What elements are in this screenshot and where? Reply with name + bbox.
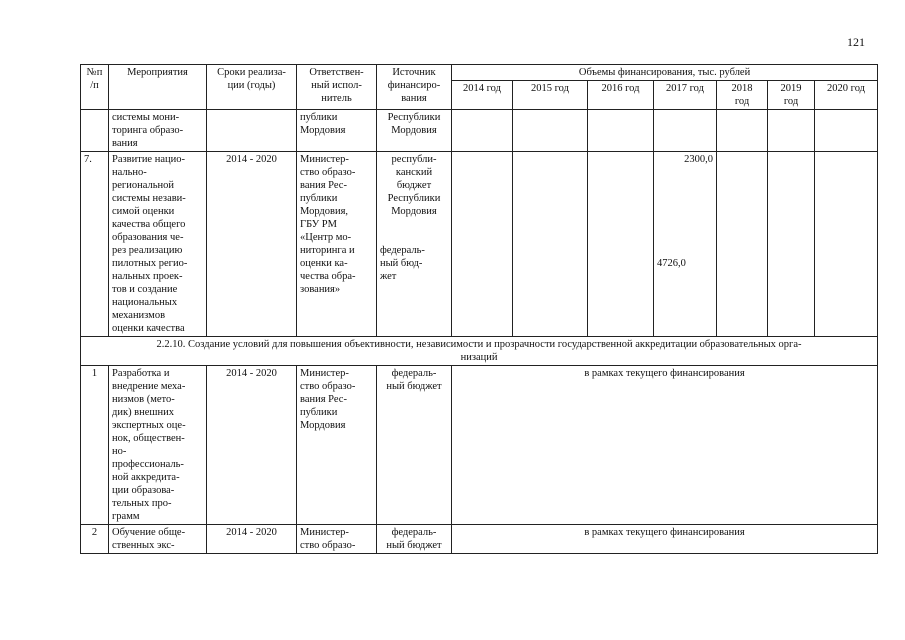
cell-2017 bbox=[654, 152, 717, 337]
section-title: 2.2.10. Создание условий для повышения объективности, независимости и прозрачности государственной аккредитации образовательных орга- низаций bbox=[81, 337, 878, 366]
cell-terms bbox=[207, 110, 297, 152]
source-republic-budget: республи- канский бюджет Республики Мордовия bbox=[387, 154, 441, 217]
cell-activity: Обучение обще- ственных экс- bbox=[109, 525, 207, 554]
header-year-2014: 2014 год bbox=[452, 81, 513, 110]
cell-2018 bbox=[717, 152, 768, 337]
cell-source: Республики Мордовия bbox=[377, 110, 452, 152]
cell-responsible: Министер- ство образо- bbox=[297, 525, 377, 554]
cell-2017 bbox=[654, 110, 717, 152]
cell-activity: Разработка и внедрение меха- низмов (мето- дик) внешних экспертных оце- нок, обществен- но- профессиональ- ной аккредита- ции образова- тельных про- грамм bbox=[109, 366, 207, 525]
cell-activity: системы мони- торинга образо- вания bbox=[109, 110, 207, 152]
cell-2016 bbox=[588, 110, 654, 152]
cell-activity: Развитие нацио- нально- региональной системы незави- симой оценки качества общего образования че- рез реализацию пилотных регио- нальных проек- тов и создание национальных механизмов оценки качества bbox=[109, 152, 207, 337]
cell-2020 bbox=[815, 152, 878, 337]
header-num: №п /п bbox=[81, 65, 109, 110]
cell-2016 bbox=[588, 152, 654, 337]
value-2017-republic: 2300,0 bbox=[684, 154, 713, 165]
cell-responsible: публики Мордовия bbox=[297, 110, 377, 152]
header-year-2015: 2015 год bbox=[513, 81, 588, 110]
cell-source bbox=[377, 152, 452, 337]
header-source: Источник финансиро- вания bbox=[377, 65, 452, 110]
table-row-continuation bbox=[81, 110, 878, 152]
cell-terms: 2014 - 2020 bbox=[207, 152, 297, 337]
cell-num: 1 bbox=[81, 366, 109, 525]
cell-num bbox=[81, 110, 109, 152]
header-funding: Объемы финансирования, тыс. рублей bbox=[452, 65, 878, 81]
cell-responsible: Министер- ство образо- вания Рес- публики Мордовия, ГБУ РМ «Центр мо- ниторинга и оценки ка- чества обра- зования» bbox=[297, 152, 377, 337]
header-year-2016: 2016 год bbox=[588, 81, 654, 110]
cell-funding: в рамках текущего финансирования bbox=[452, 366, 878, 525]
value-2017-federal: 4726,0 bbox=[657, 258, 686, 269]
cell-num: 7. bbox=[81, 152, 109, 337]
header-responsible: Ответствен- ный испол- нитель bbox=[297, 65, 377, 110]
funding-table bbox=[80, 64, 878, 554]
cell-terms: 2014 - 2020 bbox=[207, 366, 297, 525]
header-year-2020: 2020 год bbox=[815, 81, 878, 110]
cell-num: 2 bbox=[81, 525, 109, 554]
cell-2019 bbox=[768, 152, 815, 337]
cell-funding: в рамках текущего финансирования bbox=[452, 525, 878, 554]
table-row-item-7 bbox=[81, 152, 878, 337]
cell-2019 bbox=[768, 110, 815, 152]
header-year-2018: 2018 год bbox=[717, 81, 768, 110]
cell-2015 bbox=[513, 110, 588, 152]
header-year-2019: 2019 год bbox=[768, 81, 815, 110]
header-activity: Мероприятия bbox=[109, 65, 207, 110]
cell-source: федераль- ный бюджет bbox=[377, 525, 452, 554]
section-row bbox=[81, 337, 878, 366]
cell-2015 bbox=[513, 152, 588, 337]
header-row-1 bbox=[81, 65, 878, 81]
cell-source: федераль- ный бюджет bbox=[377, 366, 452, 525]
cell-2014 bbox=[452, 110, 513, 152]
cell-terms: 2014 - 2020 bbox=[207, 525, 297, 554]
header-terms: Сроки реализа- ции (годы) bbox=[207, 65, 297, 110]
cell-2020 bbox=[815, 110, 878, 152]
source-federal-budget: федераль- ный бюд- жет bbox=[380, 245, 425, 282]
cell-responsible: Министер- ство образо- вания Рес- публики Мордовия bbox=[297, 366, 377, 525]
table-row-item-2 bbox=[81, 525, 878, 554]
cell-2014 bbox=[452, 152, 513, 337]
cell-2018 bbox=[717, 110, 768, 152]
table-row-item-1 bbox=[81, 366, 878, 525]
page-number: 121 bbox=[847, 35, 865, 49]
header-year-2017: 2017 год bbox=[654, 81, 717, 110]
